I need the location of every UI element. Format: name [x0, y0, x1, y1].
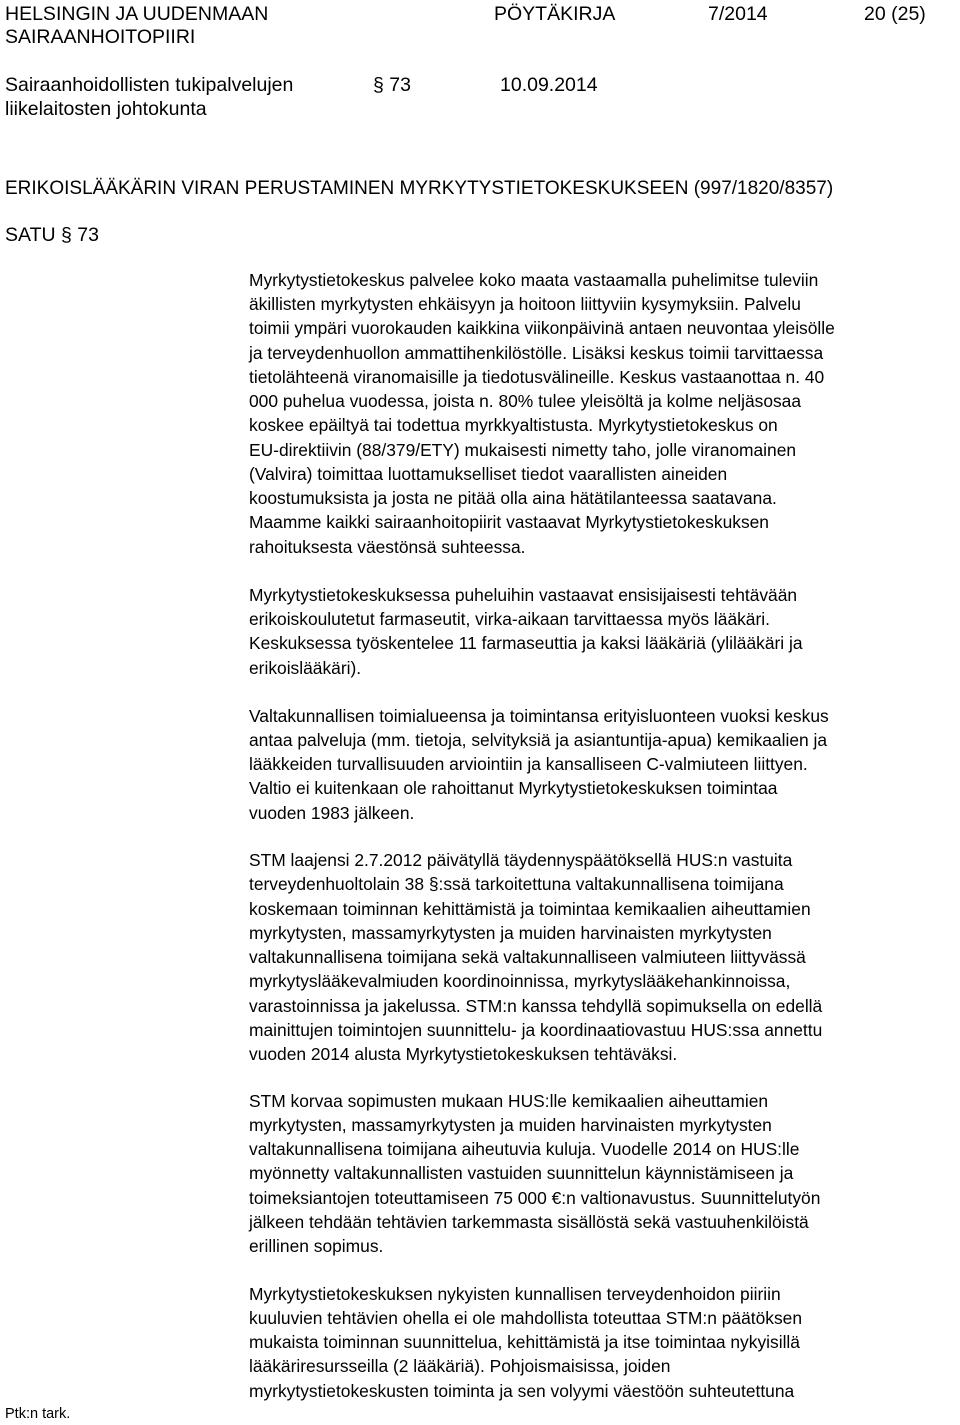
paragraph-line: Myrkytystietokeskuksen nykyisten kunnallisen terveydenhoidon piiriin [249, 1284, 781, 1304]
header-document-type: PÖYTÄKIRJA [494, 3, 616, 25]
header-section: § 73 [373, 74, 411, 96]
paragraph-line: vuoden 2014 alusta Myrkytystietokeskuksen tehtäväksi. [249, 1044, 678, 1064]
paragraph-line: erikoiskoulutetut farmaseutit, virka-aikaan tarvittaessa myös lääkäri. [249, 609, 770, 629]
paragraph-line: myrkytystietokeskusten toiminta ja sen volyymi väestöön suhteutettuna [249, 1381, 795, 1401]
paragraph-line: erillinen sopimus. [249, 1236, 384, 1256]
paragraph-line: STM laajensi 2.7.2012 päivätyllä täydennyspäätöksellä HUS:n vastuita [249, 850, 793, 870]
paragraph-line: valtakunnallisena toimijana aiheutuvia kuluja. Vuodelle 2014 on HUS:lle [249, 1139, 800, 1159]
paragraph-line: kuuluvien tehtävien ohella ei ole mahdollista toteuttaa STM:n päätöksen [249, 1308, 802, 1328]
paragraph-line: myönnetty valtakunnallisten vastuiden suunnittelun käynnistämiseen ja [249, 1163, 794, 1183]
paragraph-line: myrkytysten, massamyrkytysten ja muiden harvinaisten myrkytysten [249, 923, 772, 943]
paragraph-line: koskee epäiltyä tai todettua myrkkyaltistusta. Myrkytystietokeskus on [249, 415, 778, 435]
paragraph-line: tietolähteenä viranomaisille ja tiedotusvälineille. Keskus vastaanottaa n. 40 [249, 367, 825, 387]
paragraph-line: Myrkytystietokeskuksessa puheluihin vastaavat ensisijaisesti tehtävään [249, 585, 798, 605]
paragraph-line: EU-direktiivin (88/379/ETY) mukaisesti nimetty taho, jolle viranomainen [249, 440, 797, 460]
paragraph-line: rahoituksesta väestönsä suhteessa. [249, 537, 526, 557]
paragraph-line: antaa palveluja (mm. tietoja, selvityksiä ja asiantuntija-apua) kemikaalien ja [249, 730, 828, 750]
paragraph-line: myrkytyslääkevalmiuden koordinoinnissa, myrkytyslääkehankinnoissa, [249, 971, 791, 991]
paragraph-line: (Valvira) toimittaa luottamukselliset tiedot vaarallisten aineiden [249, 464, 728, 484]
section-reference: SATU § 73 [5, 224, 99, 246]
paragraph-line: mukaista toiminnan suunnittelua, kehittämistä ja itse toimintaa nykyisillä [249, 1332, 800, 1352]
header-organization-line-2: SAIRAANHOITOPIIRI [5, 26, 196, 48]
header-board-line-1: Sairaanhoidollisten tukipalvelujen [5, 74, 294, 96]
paragraph-line: lääkäriresursseilla (2 lääkäriä). Pohjoismaisissa, joiden [249, 1356, 671, 1376]
paragraph-line: lääkkeiden turvallisuuden arviointiin ja kansalliseen C-valmiuteen liittyen. [249, 754, 808, 774]
header-page-info: 20 (25) [864, 3, 926, 25]
paragraph-line: koskemaan toiminnan kehittämistä ja toimintaa kemikaalien aiheuttamien [249, 899, 811, 919]
paragraph-line: toimii ympäri vuorokauden kaikkina viikonpäivinä antaen neuvontaa yleisölle [249, 318, 835, 338]
paragraph-line: jälkeen tehdään tehtävien tarkemmasta sisällöstä sekä vastuuhenkilöistä [249, 1212, 809, 1232]
paragraph-line: toimeksiantojen toteuttamiseen 75 000 €:n valtionavustus. Suunnittelutyön [249, 1188, 821, 1208]
header-document-number: 7/2014 [708, 3, 768, 25]
paragraph-line: äkillisten myrkytysten ehkäisyyn ja hoitoon liittyviin kysymyksiin. Palvelu [249, 294, 801, 314]
paragraph-line: Valtakunnallisen toimialueensa ja toimintansa erityisluonteen vuoksi keskus [249, 706, 829, 726]
paragraph-line: Maamme kaikki sairaanhoitopiirit vastaavat Myrkytystietokeskuksen [249, 512, 769, 532]
header-board-line-2: liikelaitosten johtokunta [5, 98, 207, 120]
paragraph-line: valtakunnallisena toimijana sekä valtakunnalliseen valmiuteen liittyvässä [249, 947, 806, 967]
paragraph-line: Valtio ei kuitenkaan ole rahoittanut Myrkytystietokeskuksen toimintaa [249, 778, 778, 798]
paragraph-line: STM korvaa sopimusten mukaan HUS:lle kemikaalien aiheuttamien [249, 1091, 769, 1111]
paragraph-line: terveydenhuoltolain 38 §:ssä tarkoitettuna valtakunnallisena toimijana [249, 874, 784, 894]
document-title: ERIKOISLÄÄKÄRIN VIRAN PERUSTAMINEN MYRKYTYSTIETOKESKUKSEEN (997/1820/8357) [5, 178, 834, 199]
paragraph-line: Myrkytystietokeskus palvelee koko maata vastaamalla puhelimitse tuleviin [249, 270, 819, 290]
paragraph-line: 000 puhelua vuodessa, joista n. 80% tulee yleisöltä ja kolme neljäsosaa [249, 391, 802, 411]
paragraph-line: koostumuksista ja josta ne pitää olla aina hätätilanteessa saatavana. [249, 488, 777, 508]
header-meeting-date: 10.09.2014 [500, 74, 598, 96]
paragraph-line: vuoden 1983 jälkeen. [249, 803, 415, 823]
paragraph-line: erikoislääkäri). [249, 658, 362, 678]
paragraph-line: myrkytysten, massamyrkytysten ja muiden harvinaisten myrkytysten [249, 1115, 772, 1135]
header-organization-line-1: HELSINGIN JA UUDENMAAN [5, 3, 269, 25]
paragraph-line: varastoinnissa ja jakelussa. STM:n kanssa tehdyllä sopimuksella on edellä [249, 996, 823, 1016]
footer-initials-label: Ptk:n tark. [5, 1406, 71, 1422]
paragraph-line: ja terveydenhuollon ammattihenkilöstölle. Lisäksi keskus toimii tarvittaessa [249, 343, 824, 363]
paragraph-line: mainittujen toimintojen suunnittelu- ja koordinaatiovastuu HUS:ssa annettu [249, 1020, 823, 1040]
paragraph-line: Keskuksessa työskentelee 11 farmaseuttia ja kaksi lääkäriä (ylilääkäri ja [249, 633, 803, 653]
